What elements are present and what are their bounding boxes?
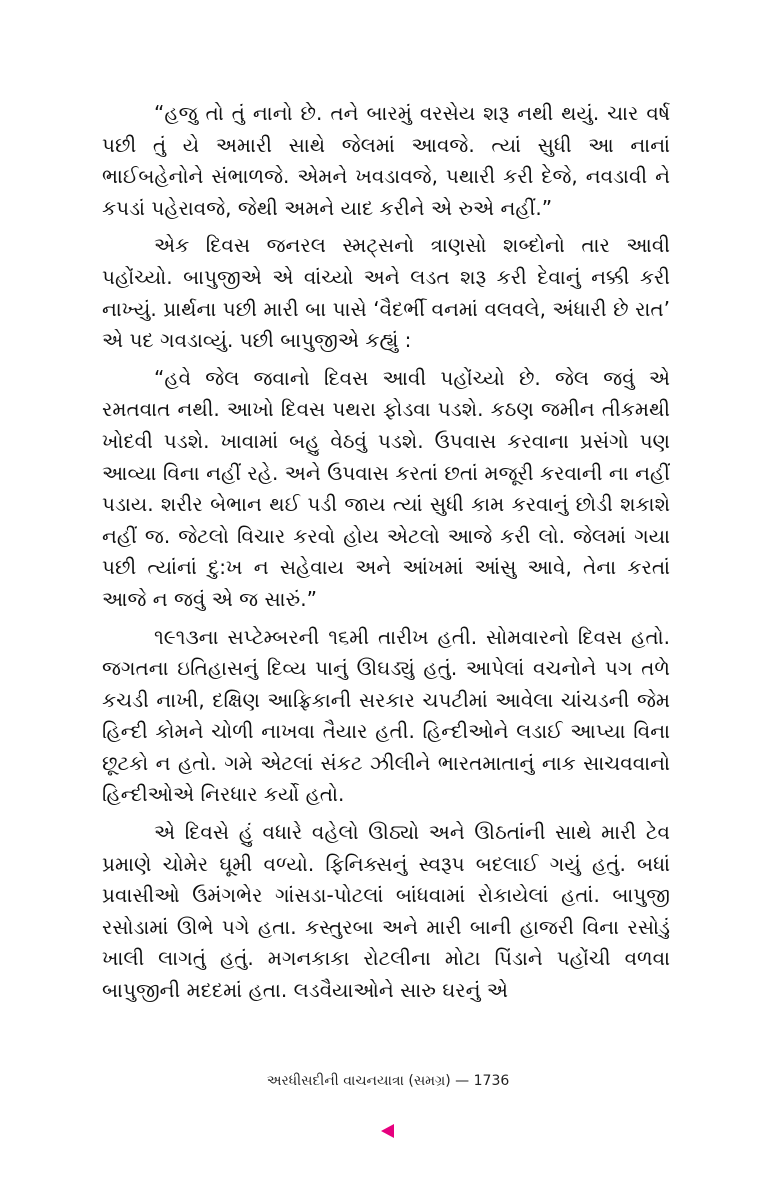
paragraph-4: ૧૯૧૩ના સપ્ટેમ્બરની ૧૬મી તારીખ હતી. સોમવારનો દિવસ હતો. જગતના ઇતિહાસનું દિવ્ય પાનું ઊઘડ્યું હતું. આપેલાં વચનોને પગ તળે કચડી નાખી, દક્ષિણ આફ્રિકાની સરકાર ચપટીમાં આવેલા ચાંચડની જેમ હિન્દી કોમને ચોળી નાખવા તૈયાર હતી. હિન્દીઓને લડાઈ આપ્યા વિના છૂટકો ન હતો. ગમે એટલાં સંકટ ઝીલીને ભારતમાતાનું નાક સાચવવાનો હિન્દીઓએ નિરધાર કર્યો હતો. <box>102 624 670 807</box>
paragraph-3: “હવે જેલ જવાનો દિવસ આવી પહોંચ્યો છે. જેલ જવું એ રમતવાત નથી. આખો દિવસ પથરા ફોડવા પડશે. કઠણ જમીન તીકમથી ખોદવી પડશે. ખાવામાં બહુ વેઠવું પડશે. ઉપવાસ કરવાના પ્રસંગો પણ આવ્યા વિના નહીં રહે. અને ઉપવાસ કરતાં છતાં મજૂરી કરવાની ના નહીં પડાય. શરીર બેભાન થઈ પડી જાય ત્યાં સુધી કામ કરવાનું છોડી શકાશે નહીં જ. જેટલો વિચાર કરવો હોય એટલો આજે કરી લો. જેલમાં ગયા પછી ત્યાંનાં દુ:ખ ન સહેવાય અને આંખમાં આંસુ આવે, તેના કરતાં આજે ન જવું એ જ સારું.” <box>102 365 670 611</box>
page-body <box>102 98 670 1007</box>
paragraph-5: એ દિવસે હું વધારે વહેલો ઊઠ્યો અને ઊઠતાંની સાથે મારી ટેવ પ્રમાણે ચોમેર ઘૂમી વળ્યો. ફિનિક્સનું સ્વરૂપ બદલાઈ ગયું હતું. બધાં પ્રવાસીઓ ઉમંગભેર ગાંસડા-પોટલાં બાંધવામાં રોકાયેલાં હતાં. બાપુજી રસોડામાં ઊભે પગે હતા. કસ્તુરબા અને મારી બાની હાજરી વિના રસોડું ખાલી લાગતું હતું. મગનકાકા રોટલીના મોટા પિંડાને પહોંચી વળવા બાપુજીની મદદમાં હતા. લડવૈયાઓને સારુ ઘરનું એ <box>102 820 670 1003</box>
previous-page-arrow-icon[interactable] <box>381 1124 394 1138</box>
page-footer: અરધીસદીની વાચનયાત્રા (સમગ્ર) — 1736 <box>266 1073 510 1089</box>
paragraph-1: “હજુ તો તું નાનો છે. તને બારમું વરસેય શરૂ નથી થયું. ચાર વર્ષ પછી તું યે અમારી સાથે જેલમાં આવજે. ત્યાં સુધી આ નાનાં ભાઈબહેનોને સંભાળજે. એમને ખવડાવજે, પથારી કરી દેજે, નવડાવી ને કપડાં પહેરાવજે, જેથી અમને યાદ કરીને એ રુએ નહીં.” <box>102 101 670 220</box>
paragraph-2: એક દિવસ જનરલ સ્મટ્સનો ત્રાણસો શબ્દોનો તાર આવી પહોંચ્યો. બાપુજીએ એ વાંચ્યો અને લડત શરૂ કરી દેવાનું નક્કી કરી નાખ્યું. પ્રાર્થના પછી મારી બા પાસે ‘વૈદર્ભી વનમાં વલવલે, અંધારી છે રાત’ એ પદ ગવડાવ્યું. પછી બાપુજીએ કહ્યું : <box>102 233 670 353</box>
